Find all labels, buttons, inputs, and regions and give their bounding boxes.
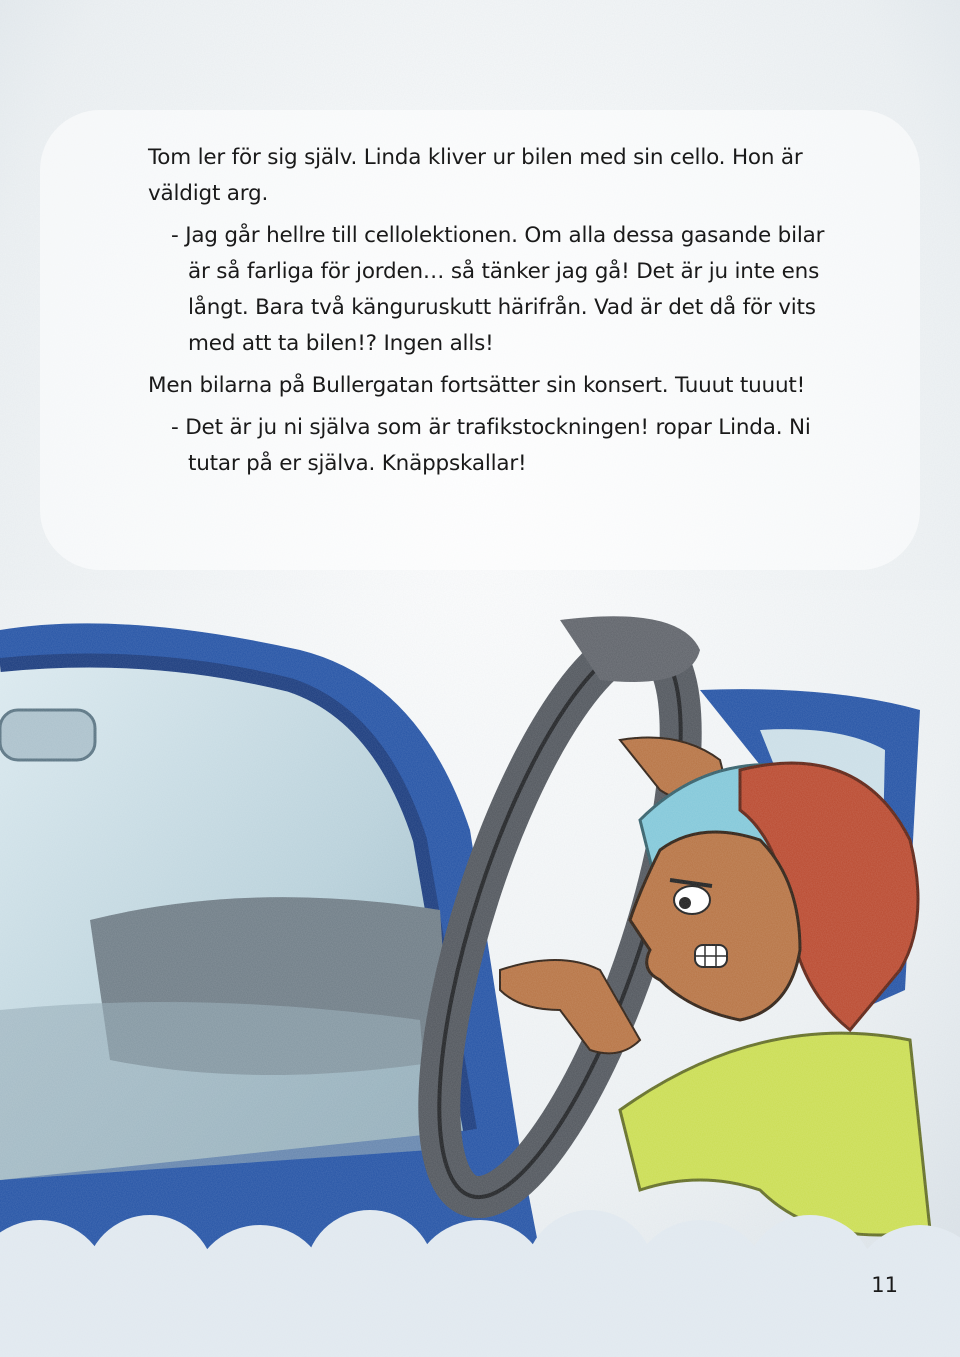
page-number: 11: [871, 1273, 898, 1297]
narration-paragraph: Men bilarna på Bullergatan fortsätter sin konsert. Tuuut tuuut!: [148, 373, 806, 398]
story-text: [148, 140, 848, 488]
dialogue-paragraph: - Jag går hellre till cellolektionen. Om alla dessa gasande bilar är så farliga för jorden… så tänker jag gå! Det är ju inte ens långt. Bara två känguruskutt härifrån. Vad är det då för vits med att ta bilen!? Ingen alls!: [171, 223, 825, 356]
dialogue-paragraph: - Det är ju ni själva som är trafikstockningen! ropar Linda. Ni tutar på er själva. Knäppskallar!: [171, 415, 811, 476]
narration-paragraph: Tom ler för sig själv. Linda kliver ur bilen med sin cello. Hon är väldigt arg.: [148, 145, 803, 206]
girl-in-blue-car-icon: [0, 590, 960, 1357]
